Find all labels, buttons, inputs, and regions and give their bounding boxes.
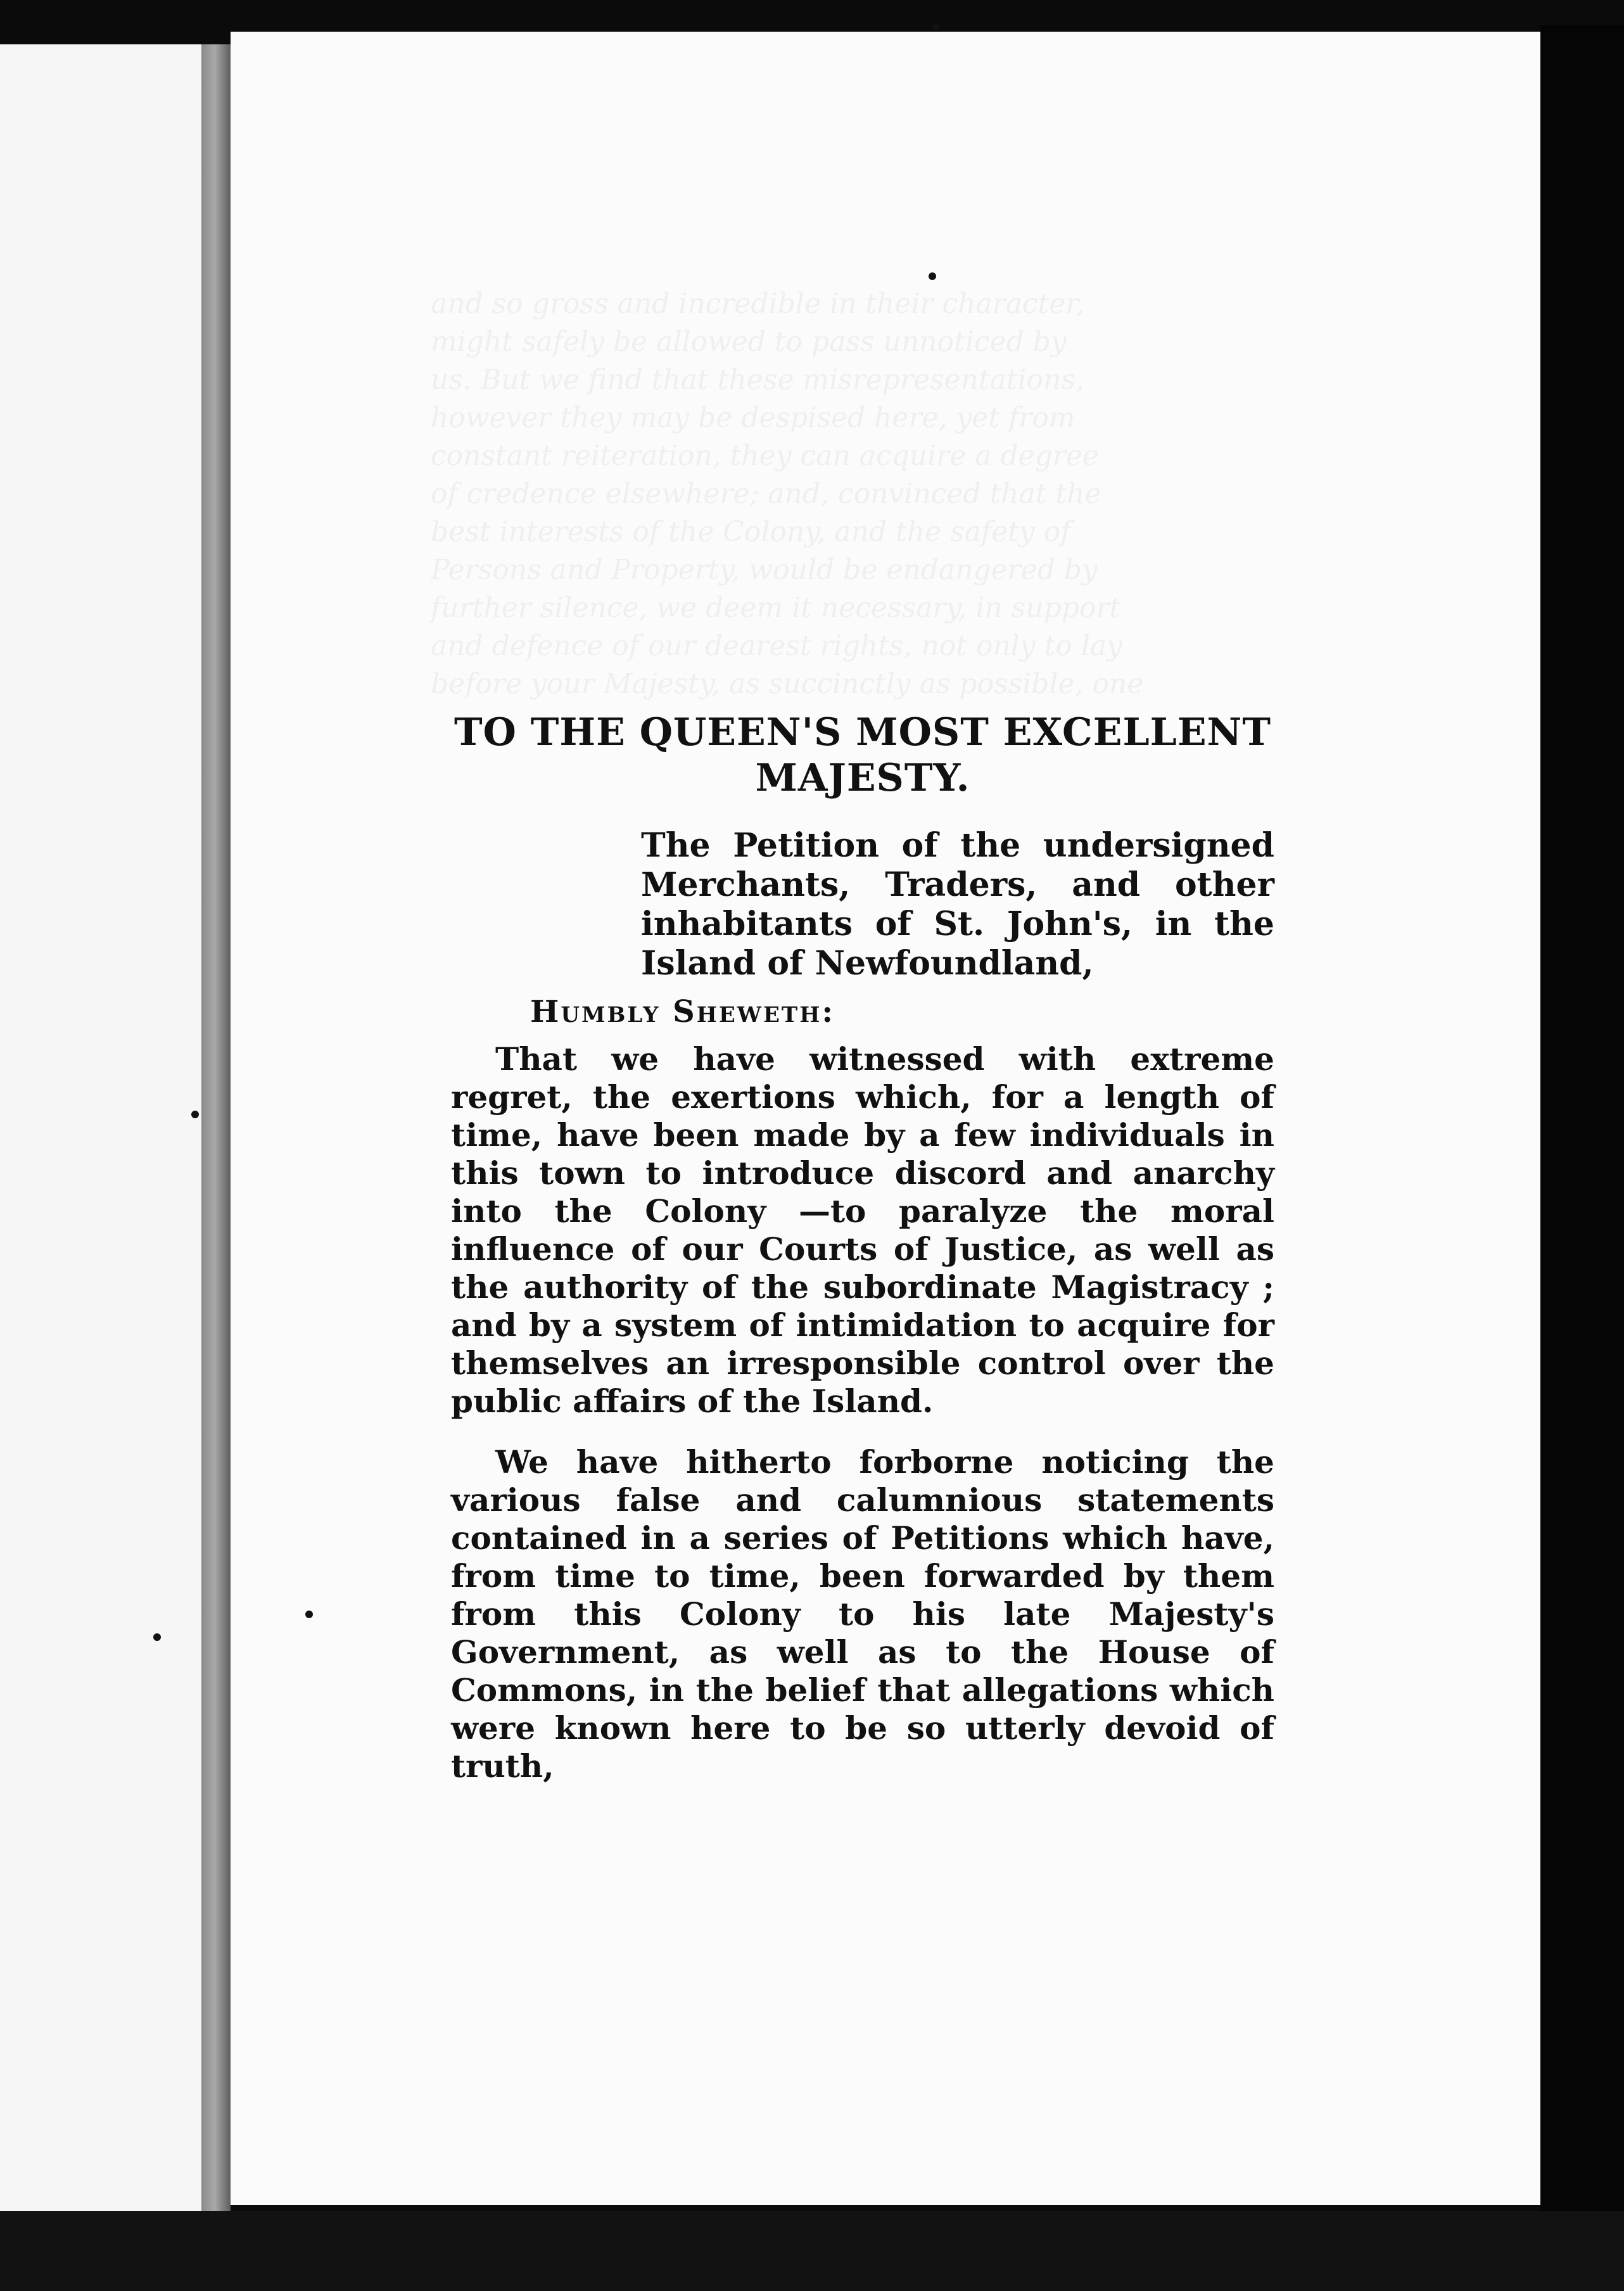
page-title: TO THE QUEEN'S MOST EXCELLENT MAJESTY. <box>454 710 1272 800</box>
show-through-line: further silence, we deem it necessary, in support <box>431 592 1121 624</box>
show-through-line: of credence elsewhere; and, convinced that the <box>431 478 1101 510</box>
show-through-text <box>431 285 1254 703</box>
ink-speck <box>305 1611 313 1618</box>
ink-speck <box>153 1633 161 1641</box>
show-through-line: and so gross and incredible in their character, <box>431 288 1085 320</box>
salutation: Humbly Sheweth: <box>530 994 835 1030</box>
ink-speck <box>932 23 940 30</box>
show-through-line: Persons and Property, would be endangered by <box>431 554 1098 586</box>
show-through-line: best interests of the Colony, and the safety of <box>431 516 1071 548</box>
petition-intro: The Petition of the undersigned Merchants, Traders, and other inhabitants of St. John's, in the Island of Newfoundland, <box>641 826 1274 983</box>
ink-speck <box>191 1111 199 1118</box>
scan-border-bottom <box>0 2211 1624 2291</box>
show-through-line: us. But we find that these misrepresentations, <box>431 364 1085 396</box>
show-through-line: before your Majesty, as succinctly as possible, one <box>431 668 1144 700</box>
show-through-line: might safely be allowed to pass unnoticed by <box>431 326 1067 358</box>
left-page <box>0 44 201 2211</box>
show-through-line: constant reiteration, they can acquire a degree <box>431 440 1099 472</box>
show-through-line: however they may be despised here, yet from <box>431 402 1075 434</box>
show-through-line: and defence of our dearest rights, not only to lay <box>431 630 1123 662</box>
book-spine <box>201 44 231 2211</box>
ink-speck <box>929 272 936 280</box>
petition-text <box>451 710 1274 1785</box>
scan-border-right <box>1540 25 1624 2211</box>
body-paragraph: That we have witnessed with extreme regret, the exertions which, for a length of time, have been made by a few individuals in this town to introduce discord and anarchy into the Colony —to paralyze the moral influence of our Courts of Justice, as well as the authority of the subordinate Magistracy ; and by a system of intimidation to acquire for themselves an irresponsible control over the public affairs of the Island. <box>451 1040 1274 1420</box>
body-paragraph: We have hitherto forborne noticing the various false and calumnious statements contained in a series of Petitions which have, from time to time, been forwarded by them from this Colony to his late Majesty's Government, as well as to the House of Commons, in the belief that allegations which were known here to be so utterly devoid of truth, <box>451 1443 1274 1785</box>
